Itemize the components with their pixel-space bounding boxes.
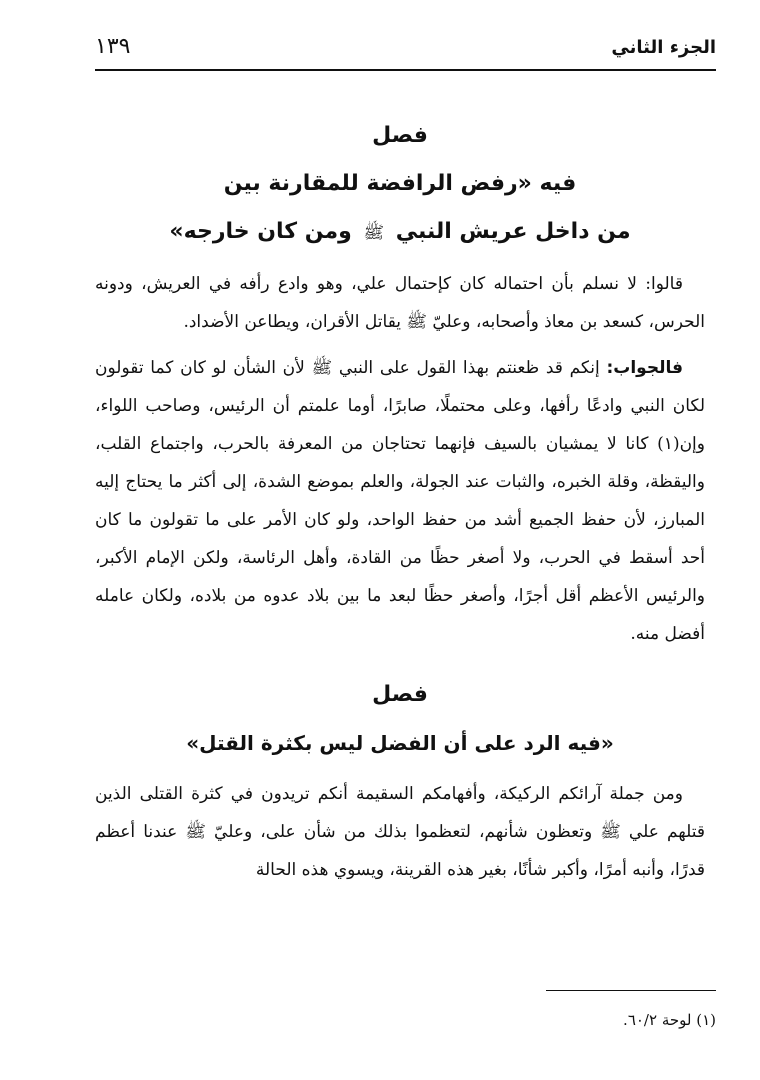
paragraph-jawab <box>95 349 705 653</box>
running-title: الجزء الثاني <box>611 37 716 58</box>
page-body <box>95 112 705 889</box>
section-heading-1: فصل <box>372 123 428 148</box>
section-subtitle-1-line2 <box>95 208 705 257</box>
header-rule <box>95 69 716 71</box>
footnote-rule <box>546 990 716 991</box>
footnote: (١) لوحة ٦٠/٢. <box>623 1011 716 1029</box>
section-subtitle-2: «فيه الرد على أن الفضل ليس بكثرة القتل» <box>186 731 614 755</box>
running-head <box>95 36 716 70</box>
subtitle-line2-part-b: ومن كان خارجه» <box>169 219 352 244</box>
section-subtitle-1-line1: فيه «رفض الرافضة للمقارنة بين <box>223 171 577 196</box>
page-number: ١٣٩ <box>95 34 131 59</box>
section-heading-2: فصل <box>372 682 428 707</box>
answer-lead: فالجواب: <box>606 358 683 378</box>
paragraph-killing: ومن جملة آرائكم الركيكة، وأفهامكم السقيمة أنكم تريدون في كثرة القتلى الذين قتلهم علي ﷺ وتعظون شأنهم، لتعظموا بذلك من شأن على، وعليّ ﷺ عندنا أعظم قدرًا، وأنبه أمرًا، وأكبر شأنًا، بغير هذه القرينة، ويسوي هذه الحالة <box>95 784 705 880</box>
subtitle-line2-part-a: من داخل عريش النبي <box>395 219 631 244</box>
answer-text: إنكم قد ظعنتم بهذا القول على النبي ﷺ لأن الشأن لو كان كما تقولون لكان النبي وادعًا رأفها، وعلى محتملًا، صابرًا، أوما علمتم أن الرئيس، وصاحب اللواء، وإن(١) كانا لا يمشيان بالسيف فإنهما تحتاجان من المعرفة بالحرب، واجتماع القلب، واليقظة، وقلة الخبره، والثبات عند الجولة، والعلم بموضع الشدة، إلى أكثر ما يحتاج إليه المبارز، لأن حفظ الجميع أشد من حفظ الواحد، ولو كان الأمر على ما تقولون ما كان أحد أسقط في الحرب، ولا أصغر حظًا من القادة، وأهل الرئاسة، ولكن الإمام الأكبر، والرئيس الأعظم أقل أجرًا، وأصغر حظًا لبعد ما بين بلاد عدوه من بلاده، ولكان عامله أفضل منه. <box>95 358 705 644</box>
paragraph-qalu: قالوا: لا نسلم بأن احتماله كان كإحتمال علي، وهو وادع رأفه في العريش، ودونه الحرس، كسعد بن معاذ وأصحابه، وعليّ ﷺ يقاتل الأقران، ويطاعن الأضداد. <box>95 274 705 332</box>
honorific-glyph: ﷺ <box>363 223 385 243</box>
